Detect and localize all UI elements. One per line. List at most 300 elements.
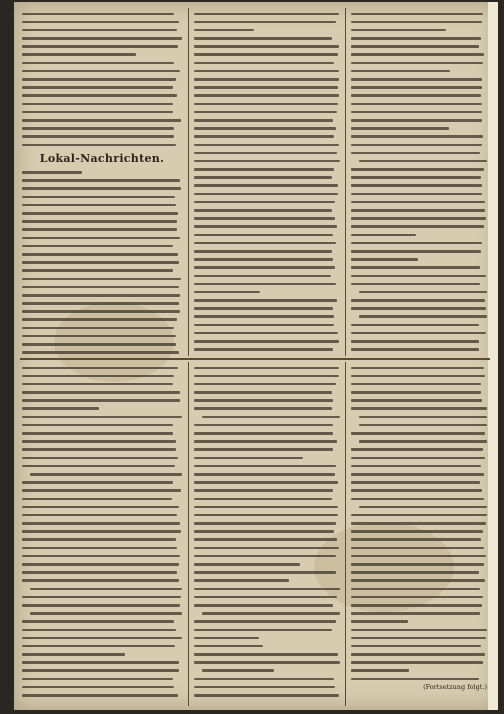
text-line [194,618,340,626]
text-line [22,84,182,92]
illegible-text [194,694,339,697]
illegible-text [359,291,487,294]
illegible-text [351,275,486,278]
illegible-text [22,103,173,106]
illegible-text [351,629,487,632]
illegible-text [194,209,332,212]
text-line [351,297,487,305]
text-line [22,193,182,201]
text-line [194,346,340,354]
text-line [22,26,182,34]
text-line [22,667,182,675]
text-line [22,642,182,650]
illegible-text [194,234,333,237]
text-line [22,259,182,267]
column-upper-right [351,10,487,356]
text-line [351,256,487,264]
text-line [194,438,340,446]
text-line [351,18,487,26]
text-line [351,67,487,75]
text-line [22,185,182,193]
illegible-text [194,111,337,114]
illegible-text [194,21,336,24]
illegible-text [351,407,487,410]
text-line [351,438,487,446]
illegible-text [351,94,481,97]
text-line [351,166,487,174]
text-line [22,324,182,332]
text-line [22,364,182,372]
text-line [22,454,182,462]
text-line [22,544,182,552]
text-line [351,207,487,215]
illegible-text [194,45,339,48]
text-line [351,100,487,108]
illegible-text [194,653,338,656]
text-line [194,272,340,280]
illegible-text [194,37,332,40]
text-line [194,116,340,124]
text-line [194,683,340,691]
illegible-text [351,457,485,460]
illegible-text [22,375,174,378]
illegible-text [351,448,483,451]
illegible-text [351,367,484,370]
text-line [351,430,487,438]
illegible-text [194,184,338,187]
text-line [194,18,340,26]
text-line [22,593,182,601]
section-heading: Lokal-Nachrichten. [39,151,165,165]
illegible-text [351,653,485,656]
column-lower-right [351,364,487,704]
illegible-text [351,86,482,89]
text-line [194,100,340,108]
column-rule [345,362,346,706]
text-line [22,51,182,59]
illegible-text [351,530,483,533]
illegible-text [22,343,176,346]
text-line [22,675,182,683]
illegible-text [22,407,99,410]
illegible-text [351,399,482,402]
illegible-text [194,152,337,155]
text-line [194,634,340,642]
text-line [22,116,182,124]
illegible-text [194,465,336,468]
text-line [351,272,487,280]
text-line [22,169,182,177]
text-line [22,487,182,495]
illegible-text [194,678,334,681]
illegible-text [22,187,181,190]
text-line [22,59,182,67]
illegible-text [22,645,175,648]
illegible-text [351,332,486,335]
illegible-text [22,538,176,541]
illegible-text [194,103,338,106]
text-line [22,479,182,487]
text-line [351,495,487,503]
illegible-text [194,62,334,65]
illegible-text [351,299,485,302]
illegible-text [22,694,178,697]
illegible-text [194,266,335,269]
text-line [22,100,182,108]
text-line [194,157,340,165]
column-lower-middle [194,364,340,704]
illegible-text [194,661,340,664]
text-line [351,43,487,51]
text-line [194,166,340,174]
illegible-text [351,522,486,525]
column-rule [188,8,189,356]
text-line [194,389,340,397]
text-line [22,651,182,659]
text-line [351,133,487,141]
illegible-text [351,324,479,327]
text-line [351,520,487,528]
illegible-text [351,266,480,269]
text-line [22,618,182,626]
text-line [194,569,340,577]
illegible-text [194,275,331,278]
illegible-text [22,669,179,672]
text-line [351,182,487,190]
text-line [22,446,182,454]
illegible-text [351,620,408,623]
illegible-text [22,135,174,138]
text-line [22,503,182,511]
illegible-text [194,530,334,533]
illegible-text [22,228,177,231]
text-line [194,626,340,634]
illegible-text [351,661,483,664]
illegible-text [194,391,332,394]
illegible-text [22,579,179,582]
illegible-text [30,588,182,591]
illegible-text [194,522,336,525]
illegible-text [194,127,336,130]
section-divider [20,358,490,360]
illegible-text [22,310,180,313]
text-line [351,536,487,544]
illegible-text [351,135,483,138]
illegible-text [22,70,180,73]
illegible-text [22,94,177,97]
text-line [351,198,487,206]
illegible-text [22,253,178,256]
text-line [22,133,182,141]
illegible-text [22,637,182,640]
text-line [22,234,182,242]
text-line [351,610,487,618]
text-line [194,520,340,528]
text-line [22,291,182,299]
text-line [194,495,340,503]
illegible-text [351,234,416,237]
text-line [194,421,340,429]
illegible-text [359,315,487,318]
text-line [194,413,340,421]
text-line [194,667,340,675]
illegible-text [22,571,177,574]
illegible-text [351,283,480,286]
text-line [351,397,487,405]
text-line [22,470,182,478]
illegible-text [351,21,482,24]
illegible-text [22,119,181,122]
text-line [22,380,182,388]
illegible-text [194,383,336,386]
text-line [194,108,340,116]
text-line [194,174,340,182]
illegible-text [22,457,178,460]
illegible-text [194,299,337,302]
text-line [194,207,340,215]
illegible-text [351,217,486,220]
text-line [194,692,340,700]
text-line [194,329,340,337]
text-line [351,626,487,634]
illegible-text [22,29,177,32]
illegible-text [22,686,174,689]
illegible-text [22,269,173,272]
illegible-text [194,225,337,228]
text-line [351,321,487,329]
text-line [22,76,182,84]
text-line [194,231,340,239]
illegible-text [351,193,482,196]
illegible-text [351,465,481,468]
illegible-text [22,196,175,199]
text-line [22,405,182,413]
text-line [194,561,340,569]
text-line [22,10,182,18]
continued-note: (Fortsetzung folgt.) [423,683,487,692]
illegible-text [194,506,338,509]
text-line [194,10,340,18]
illegible-text [22,111,173,114]
text-line [22,659,182,667]
text-line [194,430,340,438]
illegible-text [351,37,481,40]
column-upper-middle [194,10,340,356]
illegible-text [194,332,338,335]
illegible-text [22,327,174,330]
text-line [194,190,340,198]
text-line [351,446,487,454]
illegible-text [351,579,485,582]
text-line [22,35,182,43]
illegible-text [22,629,176,632]
text-line [351,141,487,149]
text-line [22,430,182,438]
illegible-text [194,596,337,599]
illegible-text [351,637,486,640]
illegible-text [194,629,332,632]
text-line [194,397,340,405]
illegible-text [351,612,480,615]
text-line [351,454,487,462]
text-line [22,242,182,250]
illegible-text [22,127,174,130]
text-line [194,675,340,683]
illegible-text [194,242,336,245]
text-line [194,610,340,618]
text-line [194,479,340,487]
text-line [351,479,487,487]
text-line [22,692,182,700]
illegible-text [351,514,487,517]
illegible-text [22,424,173,427]
illegible-text [22,383,173,386]
illegible-text [194,440,337,443]
illegible-text [194,448,333,451]
illegible-text [194,579,289,582]
illegible-text [351,383,481,386]
illegible-text [22,661,179,664]
text-line [194,297,340,305]
illegible-text [351,645,481,648]
text-line [22,218,182,226]
illegible-text [351,225,484,228]
text-line [22,421,182,429]
illegible-text [22,498,172,501]
text-line [22,610,182,618]
illegible-text [194,547,339,550]
illegible-text [22,563,179,566]
text-line [194,536,340,544]
illegible-text [22,335,176,338]
illegible-text [22,514,177,517]
text-line [351,338,487,346]
illegible-text [194,315,334,318]
text-line [194,446,340,454]
illegible-text [351,481,480,484]
text-line [351,26,487,34]
text-line [351,634,487,642]
text-line [351,372,487,380]
text-line [22,536,182,544]
illegible-text [22,555,180,558]
text-line [194,84,340,92]
illegible-text [194,291,260,294]
text-line [22,552,182,560]
text-line [351,239,487,247]
text-line [351,346,487,354]
illegible-text [22,179,180,182]
illegible-text [351,168,484,171]
illegible-text [351,678,479,681]
illegible-text [351,588,480,591]
illegible-text [359,506,487,509]
illegible-text [22,204,176,207]
text-line [194,585,340,593]
text-line [351,618,487,626]
text-line [351,569,487,577]
text-line [351,462,487,470]
illegible-text [194,135,334,138]
text-line [351,149,487,157]
text-line [194,601,340,609]
illegible-text [351,547,484,550]
illegible-text [22,678,173,681]
text-line [22,634,182,642]
text-line [351,405,487,413]
text-line [194,256,340,264]
illegible-text [22,653,125,656]
illegible-text [30,612,182,615]
illegible-text [194,399,333,402]
illegible-text [194,588,340,591]
illegible-text [351,62,483,65]
illegible-text [194,348,333,351]
text-line [194,642,340,650]
illegible-text [22,286,179,289]
text-line [351,59,487,67]
illegible-text [351,596,483,599]
text-line [351,247,487,255]
text-line [22,495,182,503]
text-line [22,283,182,291]
illegible-text [194,201,335,204]
text-line [194,462,340,470]
text-line [351,231,487,239]
text-line [351,421,487,429]
text-line [22,585,182,593]
text-line [194,364,340,372]
illegible-text [194,283,336,286]
illegible-text [351,111,482,114]
illegible-text [194,13,339,16]
text-line [351,157,487,165]
text-line [351,125,487,133]
illegible-text [22,86,173,89]
text-line [22,308,182,316]
illegible-text [22,596,181,599]
text-line [351,264,487,272]
illegible-text [351,127,449,130]
illegible-text [194,324,334,327]
illegible-text [194,193,338,196]
illegible-text [22,278,181,281]
text-line [351,487,487,495]
text-line [194,528,340,536]
illegible-text [351,29,446,32]
illegible-text [194,473,335,476]
text-line [351,389,487,397]
illegible-text [22,481,173,484]
illegible-text [194,119,333,122]
text-line [194,198,340,206]
text-line [22,349,182,356]
illegible-text [22,144,176,147]
text-line [194,552,340,560]
illegible-text [194,144,339,147]
illegible-text [359,160,487,163]
illegible-text [351,669,409,672]
text-line [22,108,182,116]
illegible-text [351,250,481,253]
text-line [351,10,487,18]
illegible-text [22,78,176,81]
text-line [351,561,487,569]
illegible-text [194,407,332,410]
illegible-text [351,103,482,106]
illegible-text [194,686,335,689]
illegible-text [351,375,485,378]
